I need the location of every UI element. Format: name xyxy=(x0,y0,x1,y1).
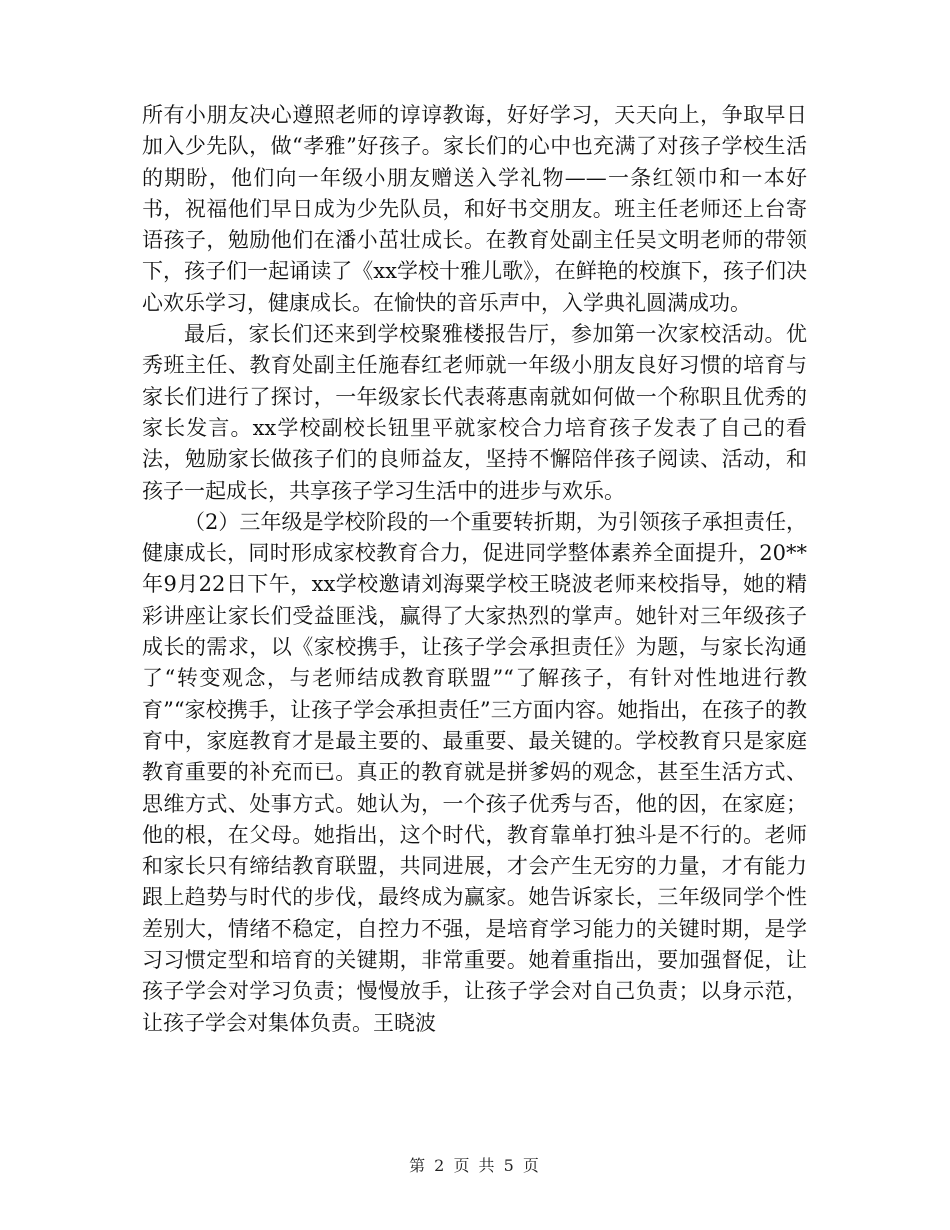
document-body xyxy=(142,100,807,1039)
paragraph-1: 所有小朋友决心遵照老师的谆谆教诲，好好学习，天天向上，争取早日加入少先队，做“孝雅”好孩子。家长们的心中也充满了对孩子学校生活的期盼，他们向一年级小朋友赠送入学礼物——一条红领巾和一本好书，祝福他们早日成为少先队员，和好书交朋友。班主任老师还上台寄语孩子，勉励他们在潘小茁壮成长。在教育处副主任吴文明老师的带领下，孩子们一起诵读了《xx学校十雅儿歌》，在鲜艳的校旗下，孩子们决心欢乐学习，健康成长。在愉快的音乐声中，入学典礼圆满成功。 xyxy=(142,103,807,315)
paragraph-2: 最后，家长们还来到学校聚雅楼报告厅，参加第一次家校活动。优秀班主任、教育处副主任施春红老师就一年级小朋友良好习惯的培育与家长们进行了探讨，一年级家长代表蒋惠南就如何做一个称职且优秀的家长发言。xx学校副校长钮里平就家校合力培育孩子发表了自己的看法，勉励家长做孩子们的良师益友，坚持不懈陪伴孩子阅读、活动，和孩子一起成长，共享孩子学习生活中的进步与欢乐。 xyxy=(142,322,807,503)
page-footer: 第 2 页 共 5 页 xyxy=(409,1156,541,1175)
paragraph-3: （2）三年级是学校阶段的一个重要转折期，为引领孩子承担责任，健康成长，同时形成家校教育合力，促进同学整体素养全面提升，20**年9月22日下午，xx学校邀请刘海粟学校王晓波老师来校指导，她的精彩讲座让家长们受益匪浅，赢得了大家热烈的掌声。她针对三年级孩子成长的需求，以《家校携手，让孩子学会承担责任》为题，与家长沟通了“转变观念，与老师结成教育联盟”“了解孩子，有针对性地进行教育”“家校携手，让孩子学会承担责任”三方面内容。她指出，在孩子的教育中，家庭教育才是最主要的、最重要、最关键的。学校教育只是家庭教育重要的补充而已。真正的教育就是拼爹妈的观念，甚至生活方式、思维方式、处事方式。她认为，一个孩子优秀与否，他的因，在家庭；他的根，在父母。她指出，这个时代，教育靠单打独斗是不行的。老师和家长只有缔结教育联盟，共同进展，才会产生无穷的力量，才有能力跟上趋势与时代的步伐，最终成为赢家。她告诉家长，三年级同学个性差别大，情绪不稳定，自控力不强，是培育学习能力的关键时期，是学习习惯定型和培育的关键期，非常重要。她着重指出，要加强督促，让孩子学会对学习负责；慢慢放手，让孩子学会对自己负责；以身示范，让孩子学会对集体负责。王晓波 xyxy=(142,509,807,1035)
